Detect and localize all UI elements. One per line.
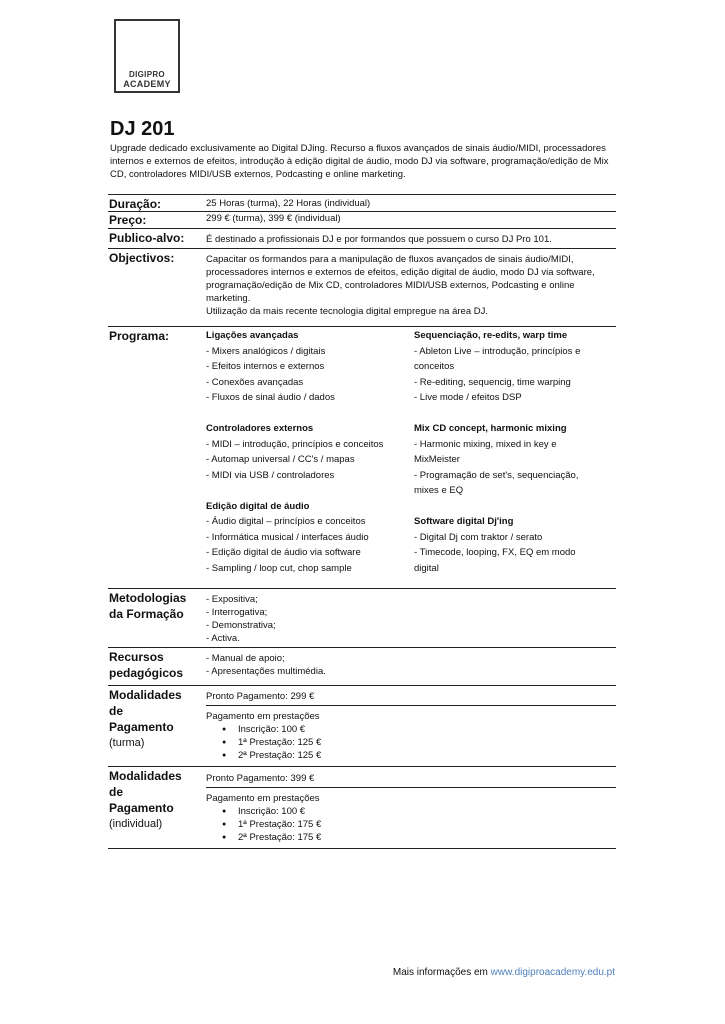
list-item: ● 2ª Prestação: 175 € — [222, 831, 614, 844]
label-line: de — [109, 785, 124, 799]
list-item: ● 1ª Prestação: 125 € — [222, 736, 614, 749]
program-item: - Ableton Live – introdução, princípios e — [414, 345, 581, 357]
modalidades-individual-label — [109, 768, 182, 832]
publico-value: É destinado a profissionais DJ e por formandos que possuem o curso DJ Pro 101. — [206, 234, 552, 245]
course-title: DJ 201 — [110, 118, 175, 140]
objectivos-value — [206, 253, 614, 318]
objectivos-text2: Utilização da mais recente tecnologia digital empregue na área DJ. — [206, 306, 488, 317]
program-item: - MIDI – introdução, princípios e conceitos — [206, 438, 384, 450]
program-item: mixes e EQ — [414, 485, 464, 496]
metodologias-list — [206, 593, 614, 645]
program-item: - Áudio digital – princípios e conceitos — [206, 516, 366, 527]
row-objectivos — [108, 249, 616, 327]
footer-text: Mais informações em — [392, 967, 491, 978]
program-item: digital — [414, 562, 439, 574]
logo-line1: DIGIPRO — [129, 70, 165, 79]
program-heading: Ligações avançadas — [206, 330, 299, 341]
row-duracao — [108, 194, 616, 212]
duracao-label: Duração: — [109, 197, 162, 211]
objectivos-label: Objectivos: — [109, 251, 175, 265]
label-line: Modalidades — [109, 769, 182, 783]
row-preco — [108, 212, 616, 229]
list-item: - Manual de apoio; — [206, 653, 285, 664]
prestacoes-title: Pagamento em prestações — [206, 711, 320, 722]
modalidades-turma-label — [109, 687, 182, 751]
list-item: - Expositiva; — [206, 594, 258, 605]
objectivos-text: Capacitar os formandos para a manipulação de fluxos avançados de sinais áudio/MIDI, processadores internos e externos de efeitos, edição digital de áudio, modo DJ via software, programação/edição de Mix CD, controladores MIDI/USB externos, Podcasting e online marketing. — [206, 254, 595, 304]
preco-value: 299 € (turma), 399 € (individual) — [206, 213, 341, 224]
program-item: - Informática musical / interfaces áudio — [206, 531, 369, 543]
label-line: (individual) — [109, 818, 163, 830]
program-item: - Edição digital de áudio via software — [206, 547, 361, 558]
list-item: ● 2ª Prestação: 125 € — [222, 749, 614, 762]
individual-pronto-pagamento: Pronto Pagamento: 399 € — [206, 773, 315, 784]
program-item: - MIDI via USB / controladores — [206, 469, 335, 481]
duracao-value: 25 Horas (turma), 22 Horas (individual) — [206, 198, 371, 209]
programa-label: Programa: — [109, 329, 170, 343]
row-metodologias — [108, 589, 616, 648]
logo-line2: ACADEMY — [123, 79, 171, 89]
label-line: Pagamento — [109, 801, 174, 815]
prestacoes-title: Pagamento em prestações — [206, 793, 320, 804]
program-item: - Live mode / efeitos DSP — [414, 392, 522, 403]
label-line: Modalidades — [109, 688, 182, 702]
program-item: - Re-editing, sequencig, time warping — [414, 376, 571, 388]
program-heading: Controladores externos — [206, 423, 314, 434]
program-item: - Automap universal / CC's / mapas — [206, 454, 355, 465]
programa-col2 — [414, 328, 614, 576]
list-item: - Demonstrativa; — [206, 620, 276, 631]
metodologias-label-line1: Metodologias — [109, 591, 187, 605]
metodologias-label — [109, 590, 186, 622]
list-item: - Apresentações multimédia. — [206, 666, 326, 677]
individual-pronto-cell — [206, 767, 616, 788]
program-item: - Efeitos internos e externos — [206, 361, 325, 372]
recursos-label-line1: Recursos — [109, 650, 164, 664]
recursos-label-line2: pedagógicos — [109, 666, 184, 680]
label-line: (turma) — [109, 737, 145, 749]
publico-label: Publico-alvo: — [109, 231, 185, 245]
turma-pronto-pagamento: Pronto Pagamento: 299 € — [206, 691, 315, 702]
program-heading: Mix CD concept, harmonic mixing — [414, 423, 567, 434]
list-item: - Activa. — [206, 633, 240, 644]
program-item: - Programação de set's, sequenciação, — [414, 469, 579, 481]
website-link[interactable]: www.digiproacademy.edu.pt — [490, 967, 615, 978]
program-item: - Fluxos de sinal áudio / dados — [206, 392, 335, 403]
program-item: - Timecode, looping, FX, EQ em modo — [414, 547, 576, 558]
course-intro: Upgrade dedicado exclusivamente ao Digital DJing. Recurso a fluxos avançados de sinais áudio/MIDI, processadores internos e externos de efeitos, introdução à edição digital de áudio, modo DJ via software, programação/edição de Mix CD, controladores MIDI/USB externos, Podcasting e online marketing. — [110, 143, 609, 180]
list-item: ● Inscrição: 100 € — [222, 723, 614, 736]
program-item: - Mixers analógicos / digitais — [206, 345, 326, 357]
metodologias-label-line2: da Formação — [109, 607, 184, 621]
program-item: conceitos — [414, 361, 455, 372]
program-item: - Harmonic mixing, mixed in key e — [414, 438, 557, 450]
academy-logo — [114, 19, 180, 93]
individual-prestacoes — [206, 792, 614, 844]
label-line: de — [109, 704, 124, 718]
program-heading: Software digital Dj'ing — [414, 516, 514, 527]
preco-label: Preço: — [109, 213, 147, 227]
list-item: ● 1ª Prestação: 175 € — [222, 818, 614, 831]
programa-col1 — [206, 328, 416, 576]
footer — [393, 967, 615, 978]
label-line: Pagamento — [109, 720, 174, 734]
program-item: MixMeister — [414, 454, 460, 465]
list-item: ● Inscrição: 100 € — [222, 805, 614, 818]
program-heading: Sequenciação, re-edits, warp time — [414, 330, 568, 341]
program-item: - Sampling / loop cut, chop sample — [206, 562, 352, 574]
program-item: - Conexões avançadas — [206, 376, 304, 388]
recursos-list — [206, 652, 614, 678]
recursos-label — [109, 649, 183, 681]
program-item: - Digital Dj com traktor / serato — [414, 531, 543, 543]
turma-pronto-cell — [206, 686, 616, 706]
row-programa — [108, 327, 616, 589]
turma-prestacoes — [206, 710, 614, 762]
list-item: - Interrogativa; — [206, 607, 268, 618]
row-publico — [108, 229, 616, 249]
row-recursos — [108, 648, 616, 686]
program-heading: Edição digital de áudio — [206, 500, 310, 512]
